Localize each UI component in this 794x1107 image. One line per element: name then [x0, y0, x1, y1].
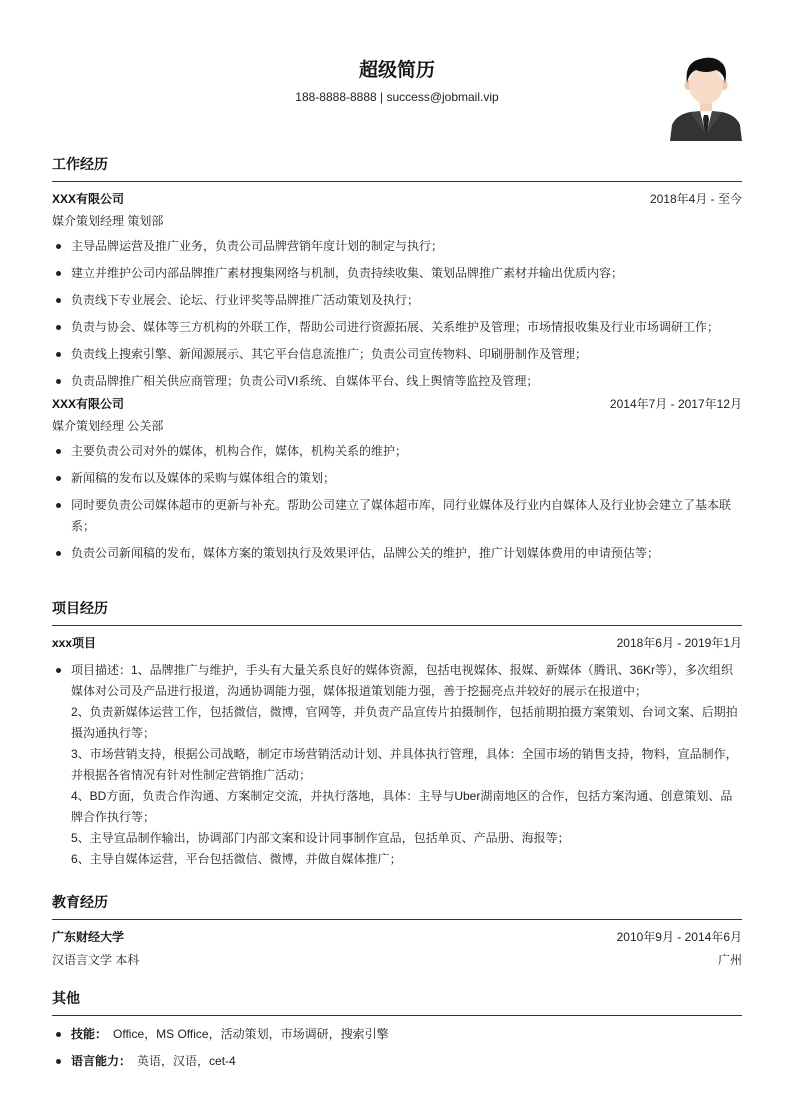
list-item: 建立并维护公司内部品牌推广素材搜集网络与机制，负责持续收集、策划品牌推广素材并输出优质内容；: [52, 263, 742, 284]
education-section-title: 教育经历: [52, 892, 742, 920]
project-name: xxx项目: [52, 636, 97, 650]
education-location: 广州: [717, 953, 742, 967]
job-role: 媒介策划经理 策划部: [52, 214, 164, 228]
skills-item: [52, 1024, 742, 1045]
project-paragraph: 4、BD方面，负责合作沟通、方案制定交流，并执行落地，具体：主导与Uber湖南地区的合作，包括方案沟通、创意策划、品牌合作执行等；: [71, 789, 733, 824]
project-paragraph: 3、市场营销支持，根据公司战略，制定市场营销活动计划、并具体执行管理，具体：全国市场的销售支持，物料，宣品制作，并根据各省情况有针对性制定营销推广活动；: [71, 747, 738, 782]
resume-title: 超级简历: [358, 60, 435, 81]
other-section: [52, 988, 742, 1078]
language-value: 英语，汉语，cet-4: [137, 1054, 236, 1068]
job-role: 媒介策划经理 公关部: [52, 419, 164, 433]
project-description: [52, 660, 742, 870]
school-name: 广东财经大学: [52, 930, 125, 944]
other-section-title: 其他: [52, 988, 742, 1016]
project-paragraph: 5、主导宣品制作输出，协调部门内部文案和设计同事制作宣品，包括单页、产品册、海报等；: [71, 831, 570, 845]
company-name: XXX有限公司: [52, 192, 125, 206]
avatar: [670, 55, 742, 141]
major-degree: 汉语言文学 本科: [52, 953, 140, 967]
list-item: 负责与协会、媒体等三方机构的外联工作，帮助公司进行资源拓展、关系维护及管理；市场情报收集及行业市场调研工作；: [52, 317, 742, 338]
list-item: 负责品牌推广相关供应商管理；负责公司VI系统、自媒体平台、线上舆情等监控及管理；: [52, 371, 742, 392]
language-item: [52, 1051, 742, 1072]
list-item: 同时要负责公司媒体超市的更新与补充。帮助公司建立了媒体超市库，同行业媒体及行业内自媒体人及行业协会建立了基本联系；: [52, 495, 742, 537]
project-section: [52, 598, 742, 876]
list-item: 新闻稿的发布以及媒体的采购与媒体组合的策划；: [52, 468, 742, 489]
skills-value: Office，MS Office，活动策划，市场调研，搜索引擎: [113, 1027, 389, 1041]
list-item: 负责线下专业展会、论坛、行业评奖等品牌推广活动策划及执行；: [52, 290, 742, 311]
work-period: 2018年4月 - 至今: [649, 192, 742, 206]
list-item: 主要负责公司对外的媒体，机构合作，媒体，机构关系的维护；: [52, 441, 742, 462]
work-entry-2: [52, 396, 742, 564]
resume-page: [52, 0, 742, 1068]
list-item: 负责线上搜索引擎、新闻源展示、其它平台信息流推广；负责公司宣传物料、印刷册制作及管理；: [52, 344, 742, 365]
project-section-title: 项目经历: [52, 598, 742, 626]
resume-header: [52, 0, 742, 150]
language-label: 语言能力：: [71, 1054, 132, 1068]
contact-info: 188-8888-8888 | success@jobmail.vip: [295, 90, 499, 104]
education-section: [52, 892, 742, 969]
work-entry-1: [52, 191, 742, 392]
project-paragraph: 6、主导自媒体运营，平台包括微信、微博，并做自媒体推广；: [71, 852, 402, 866]
work-period: 2014年7月 - 2017年12月: [609, 397, 742, 411]
list-item: 主导品牌运营及推广业务，负责公司品牌营销年度计划的制定与执行；: [52, 236, 742, 257]
company-name: XXX有限公司: [52, 397, 125, 411]
list-item: 负责公司新闻稿的发布，媒体方案的策划执行及效果评估，品牌公关的维护，推广计划媒体费用的申请预估等；: [52, 543, 742, 564]
project-paragraph: 项目描述：1、品牌推广与维护，手头有大量关系良好的媒体资源，包括电视媒体、报媒、新媒体（腾讯、36Kr等），多次组织媒体对公司及产品进行报道，沟通协调能力强，媒体报道策划能力强，善于挖掘亮点并较好的展示在报道中；: [71, 663, 734, 698]
avatar-portrait-icon: [670, 55, 742, 141]
skills-label: 技能：: [71, 1027, 108, 1041]
work-section-title: 工作经历: [52, 154, 742, 182]
project-paragraph: 2、负责新媒体运营工作，包括微信，微博，官网等，并负责产品宣传片拍摄制作，包括前期拍摄方案策划、台词文案、后期拍摄沟通执行等；: [71, 705, 738, 740]
education-period: 2010年9月 - 2014年6月: [616, 930, 742, 944]
work-section: [52, 154, 742, 570]
project-period: 2018年6月 - 2019年1月: [616, 636, 742, 650]
